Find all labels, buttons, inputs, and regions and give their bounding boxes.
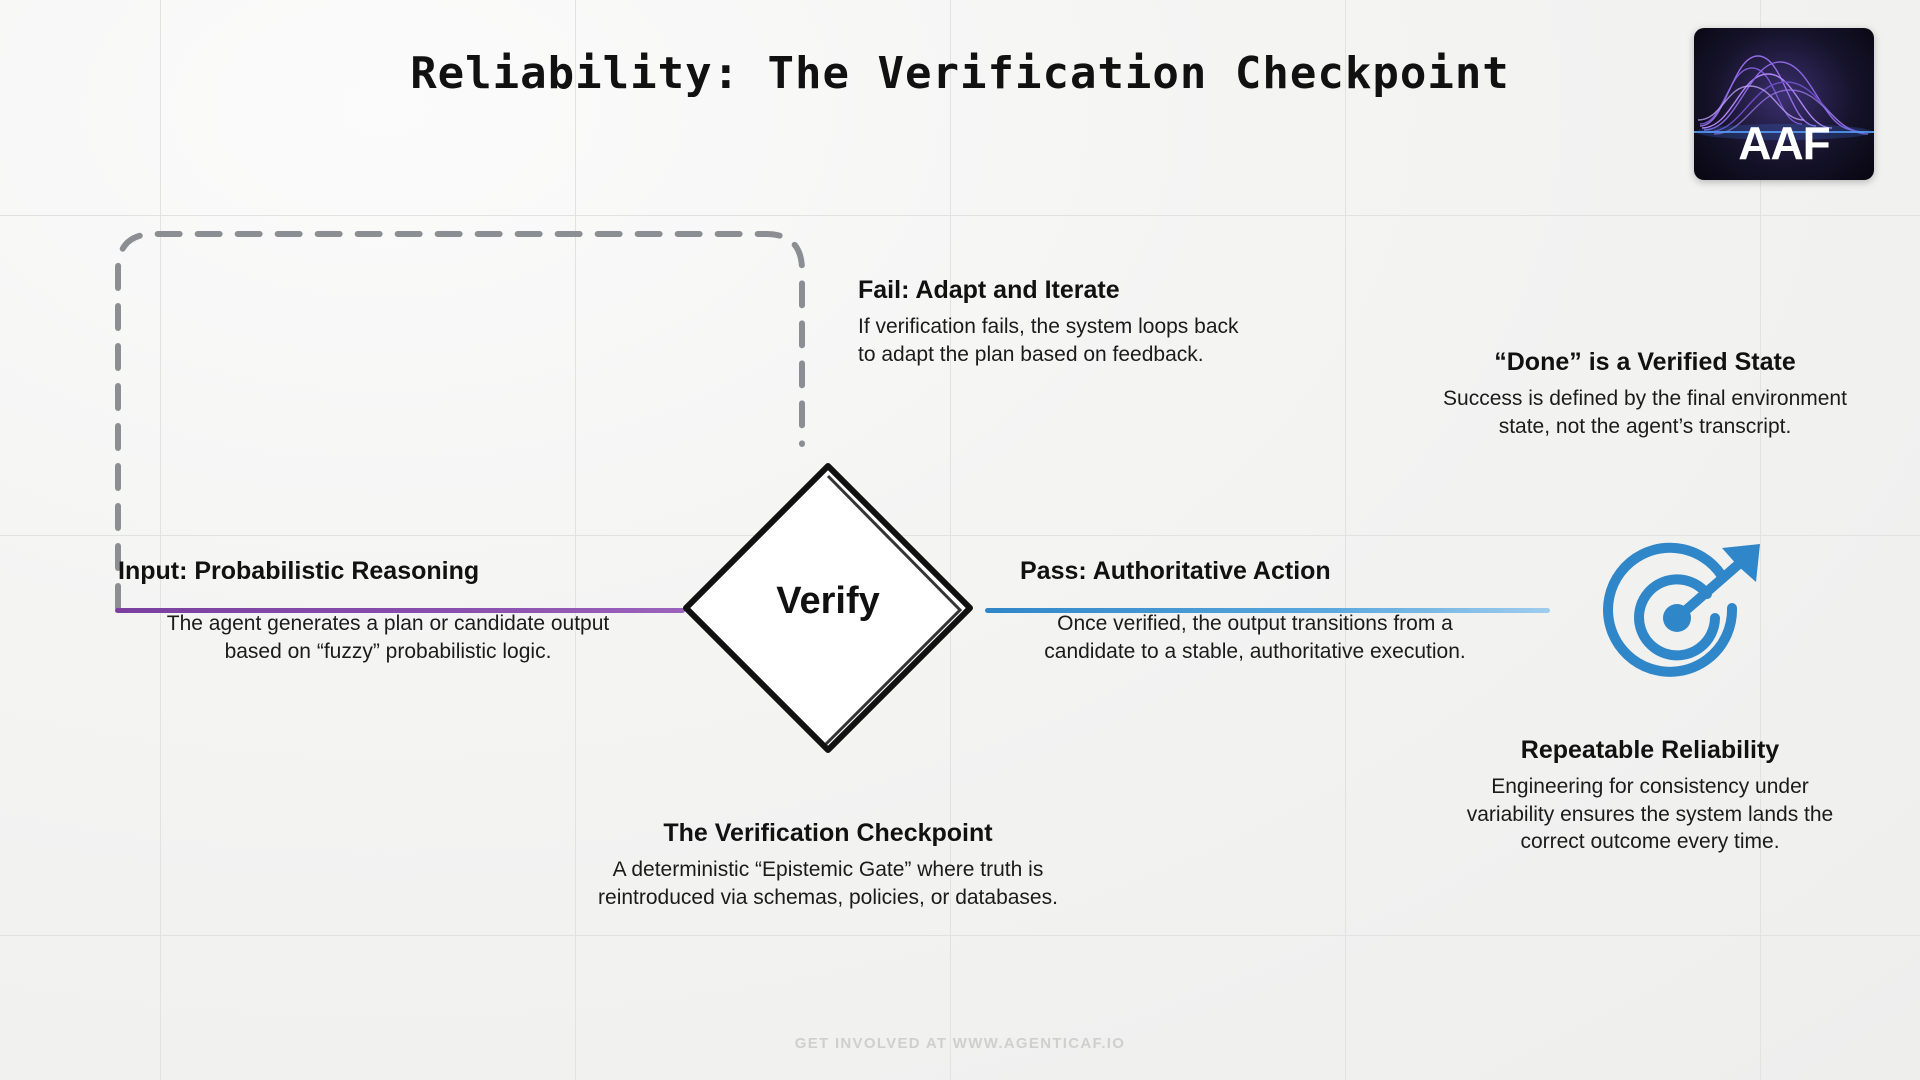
block-heading: The Verification Checkpoint	[663, 819, 993, 847]
block-body: The agent generates a plan or candidate output based on “fuzzy” probabilistic logic.	[166, 612, 610, 663]
block-heading: Pass: Authoritative Action	[1020, 557, 1331, 585]
block-fail-adapt-and-iterate	[858, 275, 1258, 368]
block-heading: “Done” is a Verified State	[1494, 348, 1796, 376]
block-body: Engineering for consistency under variability ensures the system lands the correct outcome every time.	[1466, 775, 1834, 854]
block-done-is-a-verified-state	[1430, 347, 1860, 440]
page-title: Reliability: The Verification Checkpoint	[410, 48, 1510, 99]
block-the-verification-checkpoint	[568, 818, 1088, 911]
block-body: If verification fails, the system loops back to adapt the plan based on feedback.	[858, 315, 1239, 366]
block-body: Success is defined by the final environment state, not the agent’s transcript.	[1443, 387, 1847, 438]
logo-text: AAF	[1738, 117, 1830, 169]
grid-line-horizontal	[0, 935, 1920, 936]
aaf-logo	[1694, 28, 1874, 180]
block-pass-authoritative-action	[1020, 556, 1490, 665]
block-body: Once verified, the output transitions from a candidate to a stable, authoritative execution.	[1044, 612, 1466, 663]
block-heading: Fail: Adapt and Iterate	[858, 276, 1120, 304]
grid-line-vertical	[1345, 0, 1346, 1080]
target-bullseye-icon	[1572, 530, 1782, 705]
block-body: A deterministic “Epistemic Gate” where truth is reintroduced via schemas, policies, or databases.	[598, 858, 1058, 909]
block-repeatable-reliability	[1455, 735, 1845, 856]
block-input-probabilistic-reasoning	[118, 556, 658, 665]
footer-text: GET INVOLVED AT WWW.AGENTICAF.IO	[794, 1035, 1126, 1052]
block-heading: Repeatable Reliability	[1520, 736, 1780, 764]
verify-node-label: Verify	[776, 580, 880, 622]
block-heading: Input: Probabilistic Reasoning	[118, 557, 480, 585]
